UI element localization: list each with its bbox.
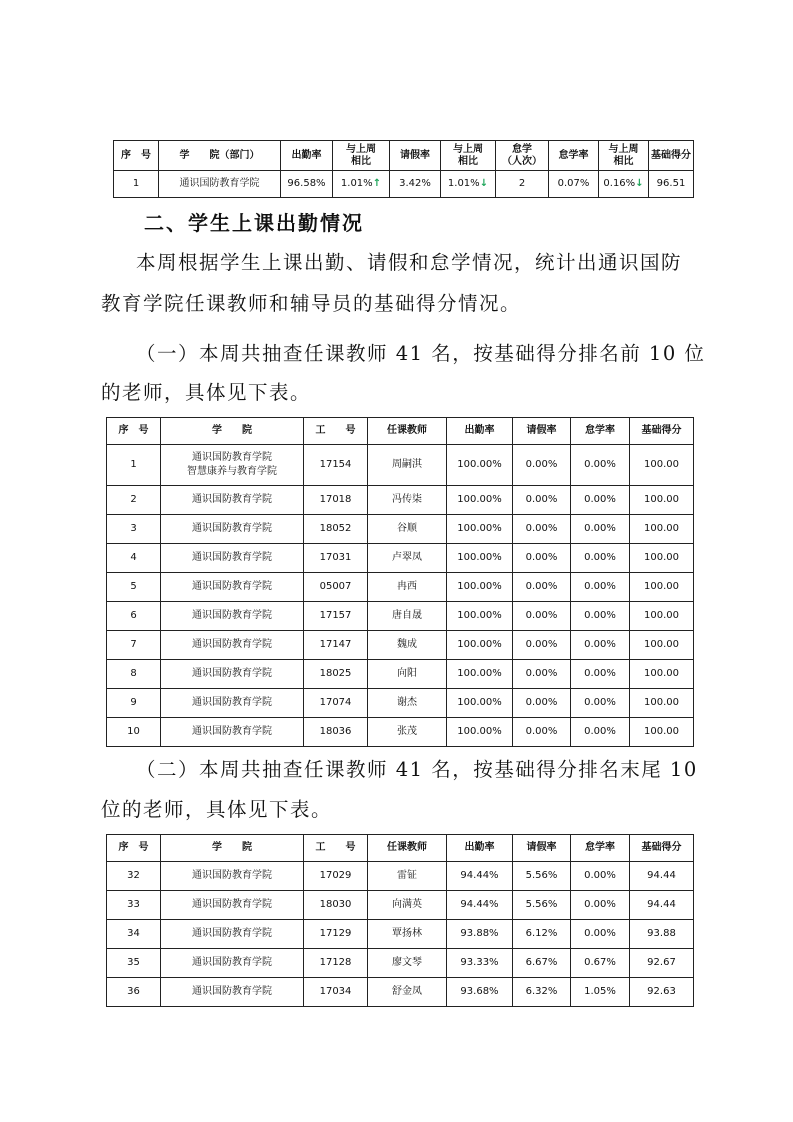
- teacher-name-cell: 雷钲: [368, 862, 447, 891]
- score-cell: 100.00: [630, 718, 694, 747]
- leave-cell: 0.00%: [513, 660, 571, 689]
- header-cell: 序 号: [107, 418, 161, 445]
- truancy-cell: 0.00%: [571, 862, 630, 891]
- header-cell: 任课教师: [368, 418, 447, 445]
- table-row: [114, 171, 694, 198]
- table-row: [107, 862, 694, 891]
- attendance-cell: 94.44%: [447, 862, 513, 891]
- header-cell: 序 号: [107, 835, 161, 862]
- table-row: [107, 515, 694, 544]
- attendance-cell: 100.00%: [447, 602, 513, 631]
- table-row: [107, 891, 694, 920]
- teacher-name-cell: 冉西: [368, 573, 447, 602]
- employee-id-cell: 17154: [304, 445, 368, 486]
- college-cell: 通识国防教育学院: [161, 949, 304, 978]
- table-row: [107, 718, 694, 747]
- leave-cell: 0.00%: [513, 544, 571, 573]
- college-cell: 通识国防教育学院: [161, 978, 304, 1007]
- score-cell: 94.44: [630, 862, 694, 891]
- paragraph-line: （一）本周共抽查任课教师 41 名，按基础得分排名前 10 位: [136, 342, 706, 365]
- header-cell: 怠学 （人次）: [496, 141, 549, 171]
- paragraph-line: 教育学院任课教师和辅导员的基础得分情况。: [101, 292, 522, 315]
- attendance-cell: 100.00%: [447, 718, 513, 747]
- row-number: 32: [107, 862, 161, 891]
- leave-cell: 0.00%: [513, 631, 571, 660]
- teacher-name-cell: 廖文琴: [368, 949, 447, 978]
- row-number: 1: [107, 445, 161, 486]
- row-number: 33: [107, 891, 161, 920]
- truancy-cell: 0.00%: [571, 689, 630, 718]
- leave-cell: 0.00%: [513, 718, 571, 747]
- table-header-row: [107, 418, 694, 445]
- score-cell: 94.44: [630, 891, 694, 920]
- header-cell: 序 号: [114, 141, 159, 171]
- paragraph-line: 位的老师，具体见下表。: [101, 798, 333, 821]
- attendance-cell: 96.58%: [281, 171, 333, 198]
- header-cell: 出勤率: [447, 418, 513, 445]
- header-cell: 基础得分: [630, 418, 694, 445]
- row-number: 7: [107, 631, 161, 660]
- section-heading: 二、学生上课出勤情况: [144, 211, 364, 235]
- header-cell: 基础得分: [649, 141, 694, 171]
- top10-teacher-table: [106, 417, 694, 747]
- header-cell: 任课教师: [368, 835, 447, 862]
- attendance-cell: 100.00%: [447, 660, 513, 689]
- college-cell: 通识国防教育学院: [161, 689, 304, 718]
- attendance-cell: 100.00%: [447, 689, 513, 718]
- truancy-cell: 0.00%: [571, 891, 630, 920]
- change-value: 1.01%: [340, 178, 373, 189]
- header-cell: 怠学率: [549, 141, 599, 171]
- header-cell: 学 院: [161, 835, 304, 862]
- attendance-cell: 100.00%: [447, 631, 513, 660]
- leave-cell: 5.56%: [513, 891, 571, 920]
- leave-cell: 0.00%: [513, 445, 571, 486]
- row-number: 3: [107, 515, 161, 544]
- employee-id-cell: 18025: [304, 660, 368, 689]
- table-row: [107, 920, 694, 949]
- college-cell: 通识国防教育学院: [161, 573, 304, 602]
- header-cell: 请假率: [513, 835, 571, 862]
- header-cell: 学 院（部门）: [159, 141, 281, 171]
- score-cell: 100.00: [630, 631, 694, 660]
- teacher-name-cell: 向阳: [368, 660, 447, 689]
- teacher-name-cell: 向满英: [368, 891, 447, 920]
- table-row: [107, 445, 694, 486]
- row-number: 34: [107, 920, 161, 949]
- paragraph-line: 的老师，具体见下表。: [101, 381, 312, 404]
- leave-cell: 0.00%: [513, 486, 571, 515]
- attendance-cell: 100.00%: [447, 544, 513, 573]
- teacher-name-cell: 舒金凤: [368, 978, 447, 1007]
- header-cell: 出勤率: [281, 141, 333, 171]
- truancy-cell: 0.00%: [571, 631, 630, 660]
- college-cell: 通识国防教育学院: [161, 602, 304, 631]
- attendance-cell: 94.44%: [447, 891, 513, 920]
- truancy-count-cell: 2: [496, 171, 549, 198]
- leave-cell: 0.00%: [513, 515, 571, 544]
- table-row: [107, 949, 694, 978]
- score-cell: 100.00: [630, 544, 694, 573]
- table-header-row: [114, 141, 694, 171]
- header-cell: 请假率: [513, 418, 571, 445]
- paragraph-line: （二）本周共抽查任课教师 41 名，按基础得分排名末尾 10: [136, 758, 698, 781]
- down-arrow-icon: ↓: [635, 178, 644, 189]
- truancy-cell: 0.00%: [571, 486, 630, 515]
- score-cell: 100.00: [630, 689, 694, 718]
- truancy-cell: 0.00%: [571, 660, 630, 689]
- college-cell: 通识国防教育学院: [161, 486, 304, 515]
- leave-cell: 6.12%: [513, 920, 571, 949]
- employee-id-cell: 18036: [304, 718, 368, 747]
- header-cell: 请假率: [390, 141, 441, 171]
- leave-change-cell: [441, 171, 496, 198]
- college-cell: 通识国防教育学院: [161, 718, 304, 747]
- truancy-rate-cell: 0.07%: [549, 171, 599, 198]
- attendance-cell: 100.00%: [447, 515, 513, 544]
- score-cell: 100.00: [630, 602, 694, 631]
- employee-id-cell: 17034: [304, 978, 368, 1007]
- score-cell: 92.63: [630, 978, 694, 1007]
- college-cell: 通识国防教育学院: [159, 171, 281, 198]
- college-cell: [161, 445, 304, 486]
- employee-id-cell: 18052: [304, 515, 368, 544]
- employee-id-cell: 17018: [304, 486, 368, 515]
- table-header-row: [107, 835, 694, 862]
- teacher-name-cell: 谷顺: [368, 515, 447, 544]
- row-number: 4: [107, 544, 161, 573]
- employee-id-cell: 17157: [304, 602, 368, 631]
- truancy-cell: 1.05%: [571, 978, 630, 1007]
- truancy-cell: 0.00%: [571, 515, 630, 544]
- employee-id-cell: 17031: [304, 544, 368, 573]
- score-cell: 100.00: [630, 515, 694, 544]
- leave-cell: 5.56%: [513, 862, 571, 891]
- header-cell: 工 号: [304, 418, 368, 445]
- score-cell: 100.00: [630, 573, 694, 602]
- up-arrow-icon: ↑: [372, 178, 382, 189]
- score-cell: 100.00: [630, 660, 694, 689]
- employee-id-cell: 17129: [304, 920, 368, 949]
- score-cell: 92.67: [630, 949, 694, 978]
- attendance-cell: 100.00%: [447, 445, 513, 486]
- employee-id-cell: 17074: [304, 689, 368, 718]
- teacher-name-cell: 周嗣淇: [368, 445, 447, 486]
- college-cell: 通识国防教育学院: [161, 862, 304, 891]
- leave-cell: 6.67%: [513, 949, 571, 978]
- college-cell: 通识国防教育学院: [161, 660, 304, 689]
- table-row: [107, 660, 694, 689]
- header-cell: 怠学率: [571, 418, 630, 445]
- college-cell: 通识国防教育学院: [161, 631, 304, 660]
- teacher-name-cell: 谢杰: [368, 689, 447, 718]
- college-cell: 通识国防教育学院: [161, 544, 304, 573]
- paragraph-line: 本周根据学生上课出勤、请假和怠学情况，统计出通识国防: [136, 251, 683, 274]
- employee-id-cell: 17029: [304, 862, 368, 891]
- table-row: [107, 978, 694, 1007]
- row-number: 36: [107, 978, 161, 1007]
- attendance-cell: 93.33%: [447, 949, 513, 978]
- truancy-cell: 0.67%: [571, 949, 630, 978]
- leave-cell: 0.00%: [513, 573, 571, 602]
- row-number: 9: [107, 689, 161, 718]
- college-line: 智慧康养与教育学院: [187, 466, 277, 477]
- table-row: [107, 573, 694, 602]
- header-cell: 与上周 相比: [599, 141, 649, 171]
- attendance-cell: 93.88%: [447, 920, 513, 949]
- header-cell: 基础得分: [630, 835, 694, 862]
- truancy-cell: 0.00%: [571, 445, 630, 486]
- table-row: [107, 486, 694, 515]
- college-cell: 通识国防教育学院: [161, 920, 304, 949]
- leave-cell: 0.00%: [513, 602, 571, 631]
- truancy-cell: 0.00%: [571, 718, 630, 747]
- attendance-change-cell: [333, 171, 390, 198]
- teacher-name-cell: 张茂: [368, 718, 447, 747]
- teacher-name-cell: 冯传柒: [368, 486, 447, 515]
- table-row: [107, 631, 694, 660]
- header-cell: 与上周 相比: [441, 141, 496, 171]
- truancy-change-cell: [599, 171, 649, 198]
- score-cell: 93.88: [630, 920, 694, 949]
- header-cell: 怠学率: [571, 835, 630, 862]
- employee-id-cell: 17128: [304, 949, 368, 978]
- table-row: [107, 544, 694, 573]
- header-cell: 与上周 相比: [333, 141, 390, 171]
- row-number: 6: [107, 602, 161, 631]
- college-summary-table: [113, 140, 694, 198]
- table-row: [107, 602, 694, 631]
- row-number: 10: [107, 718, 161, 747]
- score-cell: 100.00: [630, 445, 694, 486]
- truancy-cell: 0.00%: [571, 573, 630, 602]
- leave-cell: 0.00%: [513, 689, 571, 718]
- score-cell: 96.51: [649, 171, 694, 198]
- leave-cell: 6.32%: [513, 978, 571, 1007]
- truancy-cell: 0.00%: [571, 920, 630, 949]
- score-cell: 100.00: [630, 486, 694, 515]
- teacher-name-cell: 卢翠凤: [368, 544, 447, 573]
- row-number: 2: [107, 486, 161, 515]
- employee-id-cell: 17147: [304, 631, 368, 660]
- row-number: 35: [107, 949, 161, 978]
- attendance-cell: 100.00%: [447, 573, 513, 602]
- attendance-cell: 100.00%: [447, 486, 513, 515]
- attendance-cell: 93.68%: [447, 978, 513, 1007]
- leave-cell: 3.42%: [390, 171, 441, 198]
- college-cell: 通识国防教育学院: [161, 515, 304, 544]
- row-number: 5: [107, 573, 161, 602]
- row-number: 8: [107, 660, 161, 689]
- header-cell: 出勤率: [447, 835, 513, 862]
- down-arrow-icon: ↓: [479, 178, 489, 189]
- truancy-cell: 0.00%: [571, 602, 630, 631]
- teacher-name-cell: 魏成: [368, 631, 447, 660]
- employee-id-cell: 18030: [304, 891, 368, 920]
- header-cell: 学 院: [161, 418, 304, 445]
- header-cell: 工 号: [304, 835, 368, 862]
- truancy-cell: 0.00%: [571, 544, 630, 573]
- change-value: 1.01%: [447, 178, 480, 189]
- employee-id-cell: 05007: [304, 573, 368, 602]
- college-line: 通识国防教育学院: [192, 452, 272, 463]
- row-number: 1: [114, 171, 159, 198]
- teacher-name-cell: 唐自晟: [368, 602, 447, 631]
- teacher-name-cell: 覃扬林: [368, 920, 447, 949]
- college-cell: 通识国防教育学院: [161, 891, 304, 920]
- bottom-teacher-table: [106, 834, 694, 1007]
- change-value: 0.16%: [603, 178, 636, 189]
- table-row: [107, 689, 694, 718]
